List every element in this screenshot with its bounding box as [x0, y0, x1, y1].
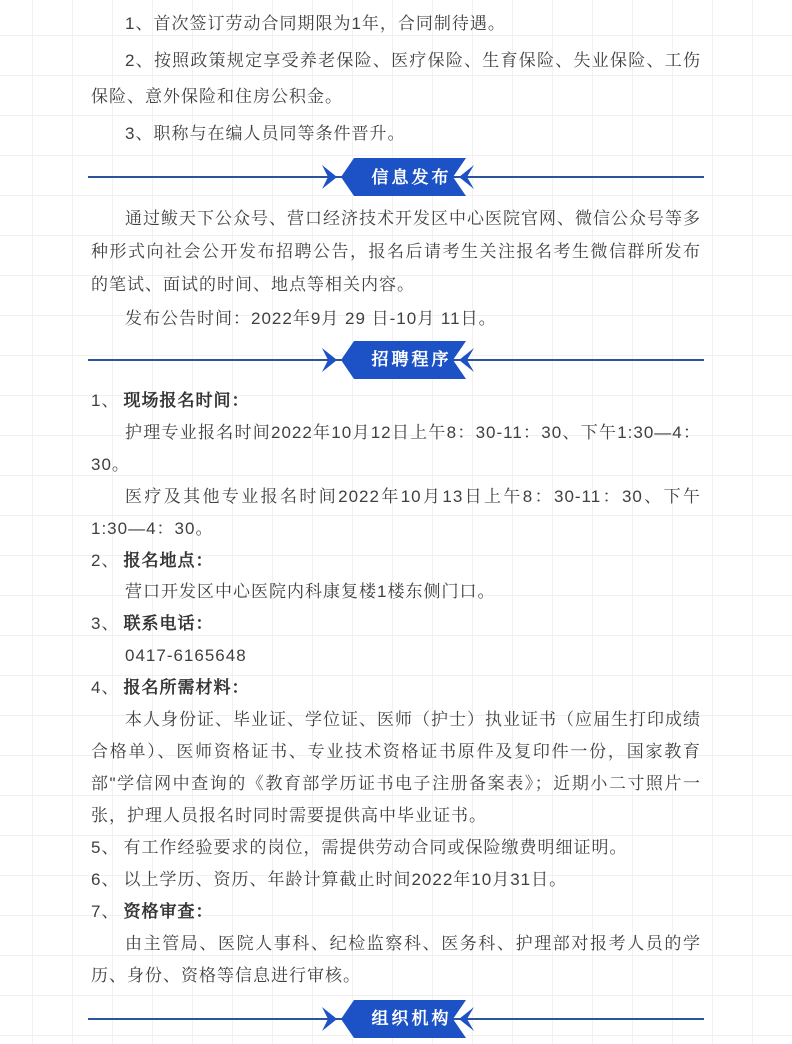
- item-title: 资格审查：: [123, 902, 214, 921]
- procedure-list: [91, 385, 701, 992]
- info-publish-dates: 发布公告时间：2022年9月 29 日-10月 11日。: [125, 308, 497, 328]
- procedure-item: [91, 864, 701, 896]
- procedure-paragraph: 营口开发区中心医院内科康复楼1楼东侧门口。: [125, 582, 496, 602]
- item-number: 2、: [91, 550, 120, 570]
- section-header-info: [91, 158, 701, 196]
- section-title: 组织机构: [371, 1009, 452, 1029]
- section-header-procedure: [91, 341, 701, 379]
- procedure-item-heading: [91, 896, 701, 928]
- procedure-paragraph: 医疗及其他专业报名时间2022年10月13日上午8：30-11：30、下午1:30—4：30。: [91, 486, 701, 538]
- section-title: 招聘程序: [371, 350, 452, 370]
- item-title: 联系电话：: [123, 614, 214, 634]
- intro-item: 1、首次签订劳动合同期限为1年，合同制待遇。: [125, 14, 506, 33]
- item-number: 5、: [91, 838, 120, 858]
- procedure-item: [91, 832, 701, 864]
- intro-item: 3、职称与在编人员同等条件晋升。: [125, 123, 406, 143]
- item-text: 以上学历、资历、年龄计算截止时间2022年10月31日。: [123, 870, 568, 890]
- procedure-paragraph: 由主管局、医院人事科、纪检监察科、医务科、护理部对报考人员的学历、身份、资格等信息进行审核。: [91, 933, 701, 985]
- ribbon-banner: [318, 158, 474, 196]
- procedure-item-heading: [91, 672, 701, 704]
- intro-item: 2、按照政策规定享受养老保险、医疗保险、生育保险、失业保险、工伤保险、意外保险和住房公积金。: [91, 50, 701, 107]
- phone-number: 0417-6165648: [125, 646, 247, 666]
- item-title: 报名地点：: [123, 550, 214, 570]
- procedure-item-heading: [91, 545, 701, 577]
- ribbon-banner: [318, 341, 474, 379]
- item-number: 1、: [91, 390, 120, 410]
- item-title: 现场报名时间：: [123, 390, 250, 410]
- item-number: 3、: [91, 614, 120, 634]
- ribbon-banner: [318, 1000, 474, 1038]
- section-title: 信息发布: [371, 167, 452, 187]
- procedure-paragraph: 本人身份证、毕业证、学位证、医师（护士）执业证书（应届生打印成绩合格单）、医师资格证书、专业技术资格证书原件及复印件一份，国家教育部"学信网中查询的《教育部学历证书电子注册备案表》；近期小二寸照片一张，护理人员报名时同时需要提供高中毕业证书。: [91, 710, 701, 826]
- procedure-paragraph: 护理专业报名时间2022年10月12日上午8：30-11：30、下午1:30—4：30。: [91, 422, 701, 474]
- item-title: 报名所需材料：: [123, 678, 250, 698]
- info-paragraph: 通过鲅天下公众号、营口经济技术开发区中心医院官网、微信公众号等多种形式向社会公开发布招聘公告，报名后请考生关注报名考生微信群所发布的笔试、面试的时间、地点等相关内容。: [91, 209, 701, 295]
- procedure-item-heading: [91, 385, 701, 417]
- section-header-organization: [91, 1000, 701, 1038]
- item-text: 有工作经验要求的岗位，需提供劳动合同或保险缴费明细证明。: [123, 838, 628, 858]
- item-number: 6、: [91, 870, 120, 890]
- item-number: 4、: [91, 678, 120, 698]
- article-content: [91, 0, 701, 1038]
- procedure-item-heading: [91, 608, 701, 640]
- item-number: 7、: [91, 902, 120, 921]
